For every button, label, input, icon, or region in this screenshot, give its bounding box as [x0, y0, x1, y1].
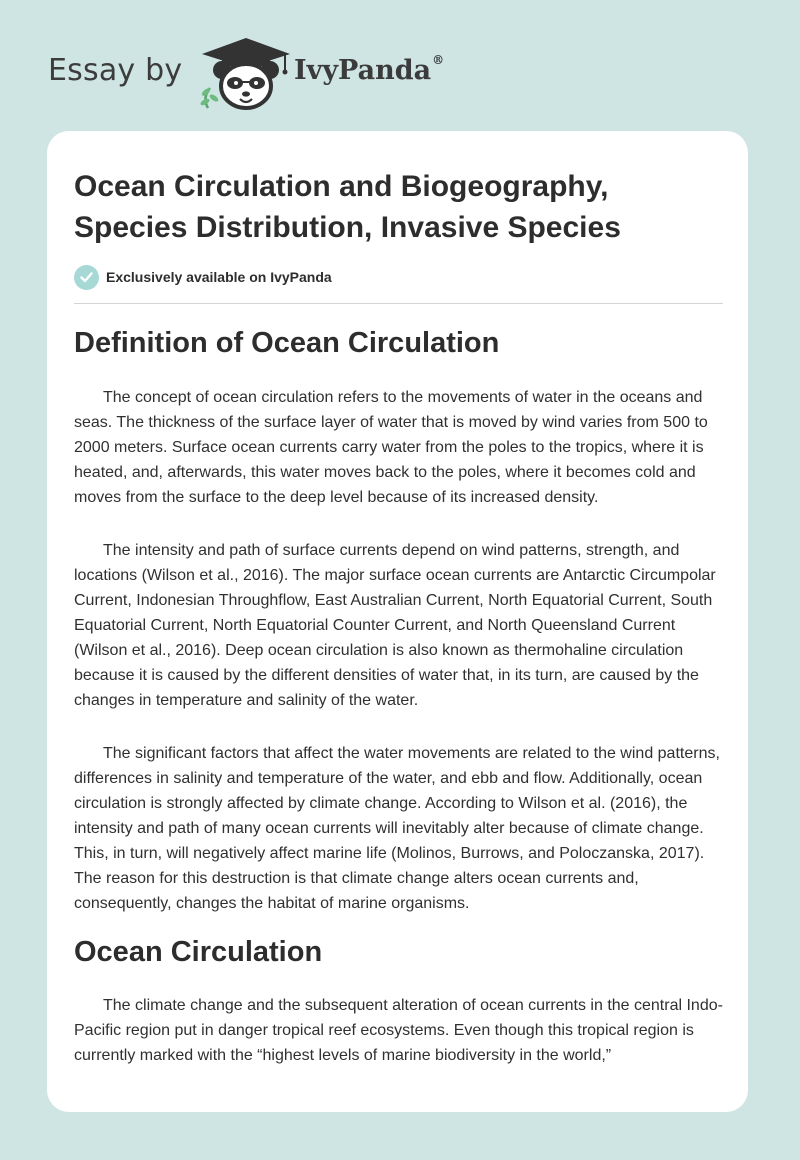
- section-heading: Ocean Circulation: [74, 936, 323, 968]
- badge-text: Exclusively available on IvyPanda: [106, 269, 332, 285]
- paragraph: The climate change and the subsequent alteration of ocean currents in the central Indo-Pacific region put in danger tropical reef ecosystems. Even though this tropical region is currently marked with the “highest levels of marine biodiversity in the world,”: [74, 997, 723, 1064]
- panda-logo-icon[interactable]: [198, 36, 294, 112]
- paragraph: The significant factors that affect the water movements are related to the wind patterns, differences in salinity and temperature of the water, and ebb and flow. Additionally, ocean circulation is strongly affected by climate change. According to Wilson et al. (2016), the intensity and path of many ocean currents will inevitably alter because of climate change. This, in turn, will negatively affect marine life (Molinos, Burrows, and Poloczanska, 2017). The reason for this destruction is that climate change alters ocean currents and, consequently, changes the habitat of marine organisms.: [74, 745, 720, 912]
- article-title: Ocean Circulation and Biogeography, Species Distribution, Invasive Species: [74, 170, 621, 244]
- paragraph: The intensity and path of surface currents depend on wind patterns, strength, and locations (Wilson et al., 2016). The major surface ocean currents are Antarctic Circumpolar Current, Indonesian Throughflow, East Australian Current, North Equatorial Current, South Equatorial Current, North Equatorial Counter Current, and North Queensland Current (Wilson et al., 2016). Deep ocean circulation is also known as thermohaline circulation because it is caused by the different densities of water that, in its turn, are caused by the changes in temperature and salinity of the water.: [74, 542, 716, 709]
- brand-name[interactable]: [294, 55, 444, 86]
- divider: [74, 303, 723, 304]
- section-heading: Definition of Ocean Circulation: [74, 327, 500, 359]
- exclusive-badge: [74, 264, 332, 290]
- checkmark-icon: [74, 265, 99, 290]
- essay-by-label: Essay by: [48, 53, 183, 88]
- paragraph: The concept of ocean circulation refers to the movements of water in the oceans and seas. The thickness of the surface layer of water that is moved by wind varies from 500 to 2000 meters. Surface ocean currents carry water from the poles to the tropics, where it is heated, and, afterwards, this water moves back to the poles, where it becomes cold and moves from the surface to the deep level because of its increased density.: [74, 389, 708, 506]
- article-card: [47, 131, 748, 1112]
- brand-name-text: IvyPanda: [294, 55, 432, 86]
- site-header: [0, 0, 800, 130]
- registered-mark: ®: [432, 53, 445, 67]
